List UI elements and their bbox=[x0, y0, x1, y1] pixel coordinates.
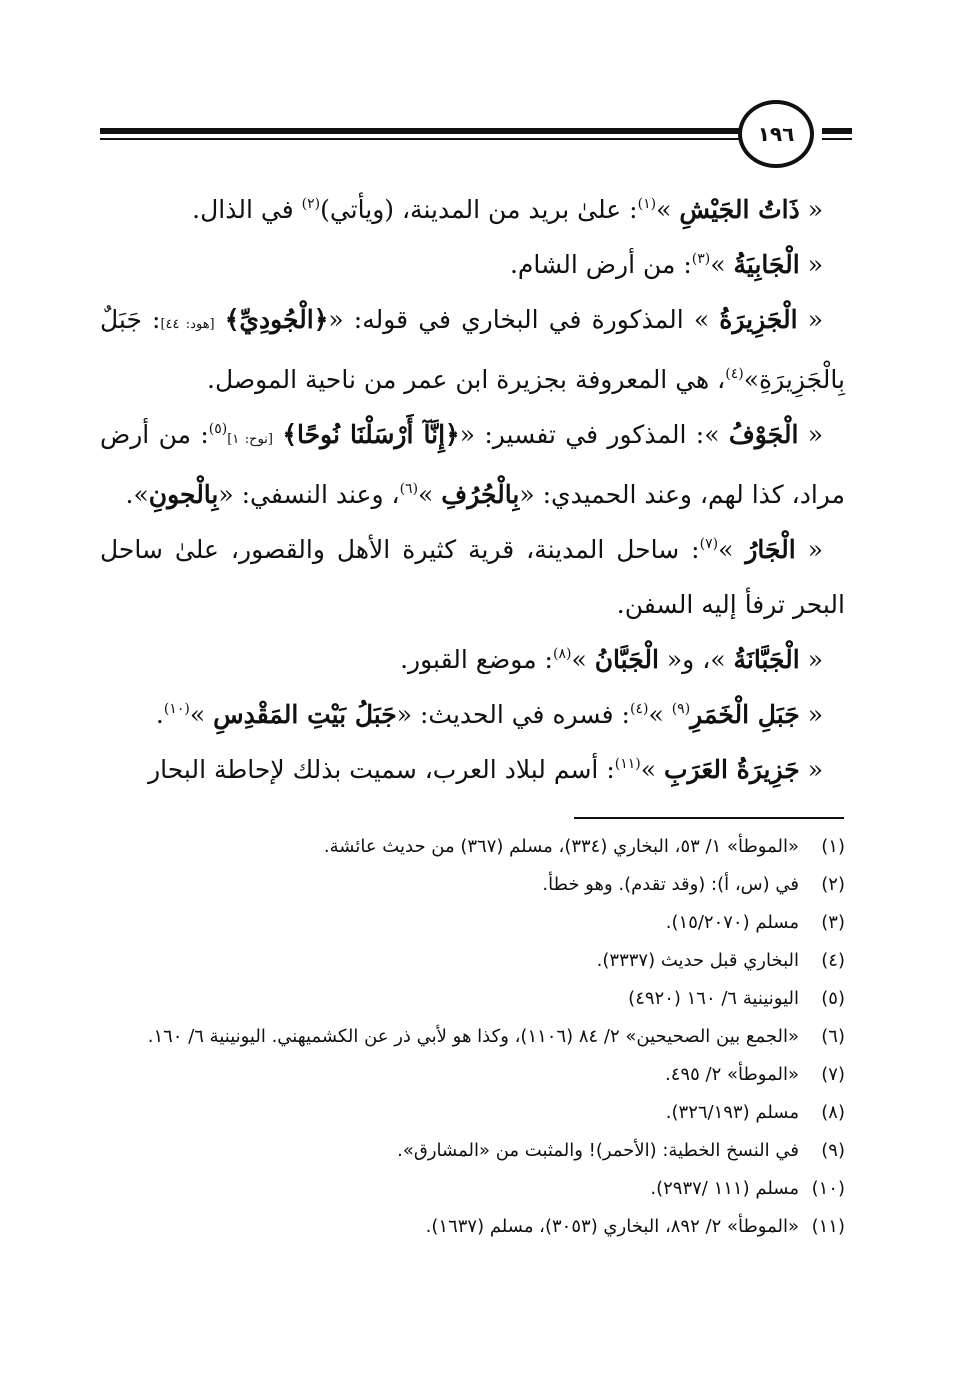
footnote-ref: (٣) bbox=[691, 251, 711, 267]
entry-text: : جَبَلٌ بِالْجَزِيرَةِ» bbox=[100, 305, 845, 394]
footnote-ref: (٥) bbox=[208, 421, 228, 437]
verse-reference: [هود: ٤٤] bbox=[160, 317, 215, 332]
footnote bbox=[100, 1094, 845, 1132]
entry-term: بِالْجونِ bbox=[148, 480, 219, 509]
entry-al-jabbana: « الْجَبَّانَةُ »، و« الْجَبَّانُ »$^{(٨)}$: موضع القبور. bbox=[400, 645, 823, 674]
entry-term: الْجَزِيرَةُ bbox=[719, 305, 798, 334]
entry-term: جَزِيرَةُ العَرَبِ bbox=[663, 755, 800, 784]
footnote-number: (١٠) bbox=[811, 1178, 845, 1199]
footnote-ref: (٤) bbox=[725, 366, 744, 382]
entry-text: : ساحل المدينة، قرية كثيرة الأهل والقصور، علىٰ ساحل البحر ترفأ إليه السفن. bbox=[100, 535, 845, 619]
entry-text: . bbox=[155, 700, 164, 729]
verse-close-ornament: ﴾ bbox=[224, 305, 240, 334]
entry-jazirat-al-arab: « جَزِيرَةُ العَرَبِ »$^{(١١)}$: أسم لبلاد العرب، سميت بذلك لإحاطة البحار bbox=[148, 755, 823, 784]
footnote bbox=[100, 1056, 845, 1094]
page-number: ١٩٦ bbox=[757, 122, 795, 146]
footnote bbox=[100, 980, 845, 1018]
entry-text: : من أرض مراد، كذا لهم، وعند الحميدي: « bbox=[100, 420, 845, 509]
entry-term: الْجَابِيَةُ bbox=[733, 250, 800, 279]
footnote-text: البخاري قبل حديث (٣٣٣٧). bbox=[596, 950, 799, 971]
footnote bbox=[100, 828, 845, 866]
footnote-number: (٣) bbox=[821, 912, 845, 933]
footnote-number: (٨) bbox=[821, 1102, 845, 1123]
footnote-number: (١) bbox=[821, 836, 845, 857]
header-rule-right-thin bbox=[822, 138, 852, 140]
entry-term: ذَاتُ الجَيْشِ bbox=[679, 195, 800, 224]
footnote-ref: (١) bbox=[637, 196, 657, 212]
footnote-text: «الموطأ» ١/ ٥٣، البخاري (٣٣٤)، مسلم (٣٦٧) من حديث عائشة. bbox=[323, 836, 799, 857]
entry-text: المذكورة في البخاري في قوله: « bbox=[328, 305, 694, 334]
footnote-text: مسلم (١٥/٢٠٧٠). bbox=[665, 912, 799, 933]
footnote-ref: (١١) bbox=[614, 756, 641, 772]
entry-al-jawf: « الْجَوْفُ »: المذكور في تفسير: «﴿إِنَّآ أَرْسَلْنَا نُوحًا﴾ [نوح: ١]$^{(٥)}$: من أرض مراد، كذا لهم، وعند الحميدي: «بِالْجُرُفِ »$^{(٦)}$، وعند النسفي: «بِالْجونِ». bbox=[100, 420, 845, 509]
entry-term: الْجَوْفُ bbox=[728, 420, 799, 449]
footnote-number: (٧) bbox=[821, 1064, 845, 1085]
header-rule-right-thick bbox=[822, 128, 852, 134]
entry-term: الْجَبَّانُ bbox=[594, 645, 659, 674]
page-number-badge bbox=[738, 100, 814, 168]
footnote bbox=[100, 1132, 845, 1170]
entry-text: ، وعند النسفي: « bbox=[218, 480, 400, 509]
header-rule-thin bbox=[100, 138, 740, 140]
footnote-ref: (٤) bbox=[629, 701, 649, 717]
entry-term: الْجَارُ bbox=[745, 535, 796, 564]
footnote-number: (٢) bbox=[821, 874, 845, 895]
footnote-number: (١١) bbox=[811, 1216, 845, 1237]
verse-open-ornament: ﴿ bbox=[445, 420, 460, 449]
quran-verse: إِنَّآ أَرْسَلْنَا نُوحًا bbox=[296, 420, 446, 449]
footnote bbox=[100, 1170, 845, 1208]
entry-al-jar: « الْجَارُ »$^{(٧)}$: ساحل المدينة، قرية كثيرة الأهل والقصور، علىٰ ساحل البحر ترفأ إليه السفن. bbox=[100, 535, 845, 619]
page-header bbox=[100, 100, 852, 180]
footnote-ref: (١٠) bbox=[163, 701, 190, 717]
entry-text: ، هي المعروفة بجزيرة ابن عمر من ناحية الموصل. bbox=[207, 365, 726, 394]
entry-text: : أسم لبلاد العرب، سميت بذلك لإحاطة البحار bbox=[148, 755, 615, 784]
entry-jabal-al-khamar: « جَبَلِ الْخَمَرِ$^{(٩)}$ »$^{(٤)}$: فسره في الحديث: «جَبَلُ بَيْتِ المَقْدِسِ »$^{(١٠)}$. bbox=[155, 700, 823, 729]
entry-text: ، و« bbox=[666, 645, 711, 674]
entry-al-jazira: « الْجَزِيرَةُ » المذكورة في البخاري في قوله: «﴿الْجُودِيِّ﴾ [هود: ٤٤]: جَبَلٌ بِالْجَزِيرَةِ»$^{(٤)}$، هي المعروفة بجزيرة ابن عمر من ناحية الموصل. bbox=[100, 305, 845, 394]
entry-term: الْجَبَّانَةُ bbox=[733, 645, 800, 674]
footnote-separator bbox=[574, 817, 844, 819]
footnote-text: مسلم (٣٢٦/١٩٣). bbox=[665, 1102, 799, 1123]
entry-text: في الذال. bbox=[192, 195, 302, 224]
entry-dhat-al-jaysh: « ذَاتُ الجَيْشِ »$^{(١)}$: علىٰ بريد من المدينة، (ويأتي)$^{(٢)}$ في الذال. bbox=[192, 195, 823, 224]
footnote bbox=[100, 942, 845, 980]
footnote-number: (٥) bbox=[821, 988, 845, 1009]
entry-text: : فسره في الحديث: « bbox=[396, 700, 630, 729]
entry-text: : موضع القبور. bbox=[400, 645, 553, 674]
footnote-text: «الموطأ» ٢/ ٨٩٢، البخاري (٣٠٥٣)، مسلم (١٦٣٧). bbox=[425, 1216, 799, 1237]
main-text bbox=[100, 182, 845, 797]
footnote-text: في (س، أ): (وقد تقدم). وهو خطأ. bbox=[542, 874, 799, 895]
footnote-text: في النسخ الخطية: (الأحمر)! والمثبت من «المشارق». bbox=[397, 1140, 799, 1161]
footnote-ref: (٧) bbox=[699, 536, 719, 552]
footnotes bbox=[100, 828, 845, 1246]
footnote-number: (٤) bbox=[821, 950, 845, 971]
entry-al-jabiya: « الْجَابِيَةُ »$^{(٣)}$: من أرض الشام. bbox=[509, 250, 823, 279]
entry-text: : من أرض الشام. bbox=[509, 250, 692, 279]
footnote bbox=[100, 904, 845, 942]
entry-text: : علىٰ بريد من المدينة، (ويأتي) bbox=[320, 195, 638, 224]
quran-verse: الْجُودِيِّ bbox=[239, 305, 314, 334]
footnote bbox=[100, 1018, 845, 1056]
footnote bbox=[100, 866, 845, 904]
footnote-text: «الجمع بين الصحيحين» ٢/ ٨٤ (١١٠٦)، وكذا هو لأبي ذر عن الكشميهني. اليونينية ٦/ ١٦٠. bbox=[147, 1026, 799, 1047]
footnote-ref: (٩) bbox=[671, 701, 691, 717]
entry-term: بِالْجُرُفِ bbox=[441, 480, 520, 509]
header-rule-thick bbox=[100, 128, 740, 134]
footnote-ref: (٢) bbox=[301, 196, 321, 212]
footnote-text: مسلم (١١١ /٢٩٣٧). bbox=[650, 1178, 799, 1199]
entry-term: جَبَلُ بَيْتِ المَقْدِسِ bbox=[213, 700, 397, 729]
footnote-number: (٦) bbox=[821, 1026, 845, 1047]
footnote-ref: (٦) bbox=[399, 481, 419, 497]
verse-open-ornament: ﴿ bbox=[313, 305, 329, 334]
footnote-text: «الموطأ» ٢/ ٤٩٥. bbox=[665, 1064, 799, 1085]
entry-term: جَبَلِ الْخَمَرِ bbox=[690, 700, 800, 729]
entry-text: : المذكور في تفسير: « bbox=[459, 420, 705, 449]
verse-close-ornament: ﴾ bbox=[282, 420, 297, 449]
footnote-number: (٩) bbox=[821, 1140, 845, 1161]
footnote-ref: (٨) bbox=[552, 646, 572, 662]
footnote bbox=[100, 1208, 845, 1246]
entry-text: ». bbox=[125, 480, 149, 509]
verse-reference: [نوح: ١] bbox=[227, 432, 273, 447]
footnote-text: اليونينية ٦/ ١٦٠ (٤٩٢٠) bbox=[628, 988, 799, 1009]
